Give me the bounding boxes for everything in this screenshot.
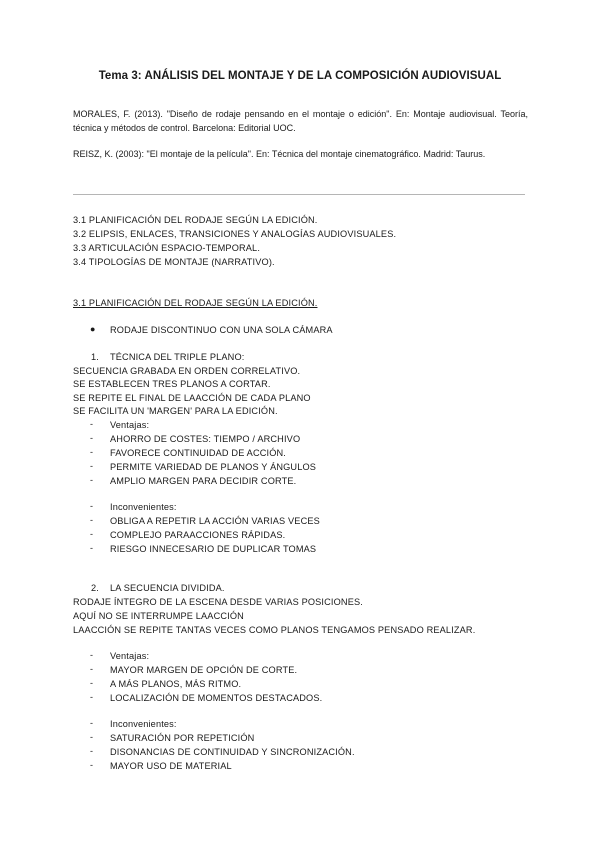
item-2-title: LA SECUENCIA DIVIDIDA. [110,583,225,593]
item-2-inconveniente: MAYOR USO DE MATERIAL [110,761,232,771]
item-1-line: SE FACILITA UN 'MARGEN' PARA LA EDICIÓN. [73,406,278,416]
dash-icon: - [90,419,93,429]
item-2-inconveniente: SATURACIÓN POR REPETICIÓN [110,733,255,743]
dash-icon: - [90,447,93,457]
dash-icon: - [90,461,93,471]
dash-icon: - [90,692,93,702]
toc-item-3-2: 3.2 ELIPSIS, ENLACES, TRANSICIONES Y ANALOGÍAS AUDIOVISUALES. [73,229,397,239]
item-1-number: 1. [91,352,99,362]
item-1-inconveniente: OBLIGA A REPETIR LA ACCIÓN VARIAS VECES [110,516,320,526]
item-1-line: SE REPITE EL FINAL DE LAACCIÓN DE CADA PLANO [73,393,311,403]
item-1-inconveniente: COMPLEJO PARAACCIONES RÁPIDAS. [110,530,286,540]
horizontal-divider [73,194,525,195]
dash-icon: - [90,718,93,728]
item-1-ventaja: AHORRO DE COSTES: TIEMPO / ARCHIVO [110,434,301,444]
dash-icon: - [90,664,93,674]
item-2-ventaja: MAYOR MARGEN DE OPCIÓN DE CORTE. [110,665,298,675]
dash-icon: - [90,501,93,511]
item-1-ventajas-label: Ventajas: [110,420,150,430]
item-1-title: TÉCNICA DEL TRIPLE PLANO: [110,352,245,362]
toc-item-3-1: 3.1 PLANIFICACIÓN DEL RODAJE SEGÚN LA EDICIÓN. [73,215,318,225]
item-2-ventaja: A MÁS PLANOS, MÁS RITMO. [110,679,242,689]
toc-item-3-4: 3.4 TIPOLOGÍAS DE MONTAJE (NARRATIVO). [73,257,275,267]
item-2-ventaja: LOCALIZACIÓN DE MOMENTOS DESTACADOS. [110,693,323,703]
item-2-line: AQUÍ NO SE INTERRUMPE LAACCIÓN [73,611,244,621]
dash-icon: - [90,433,93,443]
bullet-item: RODAJE DISCONTINUO CON UNA SOLA CÁMARA [110,325,333,335]
item-1-line: SECUENCIA GRABADA EN ORDEN CORRELATIVO. [73,366,301,376]
item-1-inconveniente: RIESGO INNECESARIO DE DUPLICAR TOMAS [110,544,317,554]
item-2-line: LAACCIÓN SE REPITE TANTAS VECES COMO PLANOS TENGAMOS PENSADO REALIZAR. [73,625,476,635]
item-1-ventaja: PERMITE VARIEDAD DE PLANOS Y ÁNGULOS [110,462,317,472]
dash-icon: - [90,650,93,660]
item-1-inconv-label: Inconvenientes: [110,502,177,512]
dash-icon: - [90,760,93,770]
item-2-line: RODAJE ÍNTEGRO DE LA ESCENA DESDE VARIAS POSICIONES. [73,597,363,607]
item-2-ventajas-label: Ventajas: [110,651,150,661]
item-2-inconveniente: DISONANCIAS DE CONTINUIDAD Y SINCRONIZACIÓN. [110,747,355,757]
dash-icon: - [90,678,93,688]
item-1-ventaja: FAVORECE CONTINUIDAD DE ACCIÓN. [110,448,286,458]
dash-icon: - [90,475,93,485]
item-1-line: SE ESTABLECEN TRES PLANOS A CORTAR. [73,379,271,389]
dash-icon: - [90,529,93,539]
section-heading: 3.1 PLANIFICACIÓN DEL RODAJE SEGÚN LA EDICIÓN. [73,298,318,308]
dash-icon: - [90,515,93,525]
dash-icon: - [90,732,93,742]
reference-reisz: REISZ, K. (2003): "El montaje de la película". En: Técnica del montaje cinematográfico. Madrid: Taurus. [73,149,486,159]
dash-icon: - [90,543,93,553]
document-title: Tema 3: ANÁLISIS DEL MONTAJE Y DE LA COMPOSICIÓN AUDIOVISUAL [98,70,502,82]
bullet-icon: ● [90,324,96,334]
dash-icon: - [90,746,93,756]
item-2-inconv-label: Inconvenientes: [110,719,177,729]
item-2-number: 2. [91,583,99,593]
item-1-ventaja: AMPLIO MARGEN PARA DECIDIR CORTE. [110,476,297,486]
reference-morales: MORALES, F. (2013). "Diseño de rodaje pensando en el montaje o edición". En: Montaje audiovisual. Teoría, técnica y métodos de control. Barcelona: Editorial UOC. [73,109,528,133]
toc-item-3-3: 3.3 ARTICULACIÓN ESPACIO-TEMPORAL. [73,243,261,253]
